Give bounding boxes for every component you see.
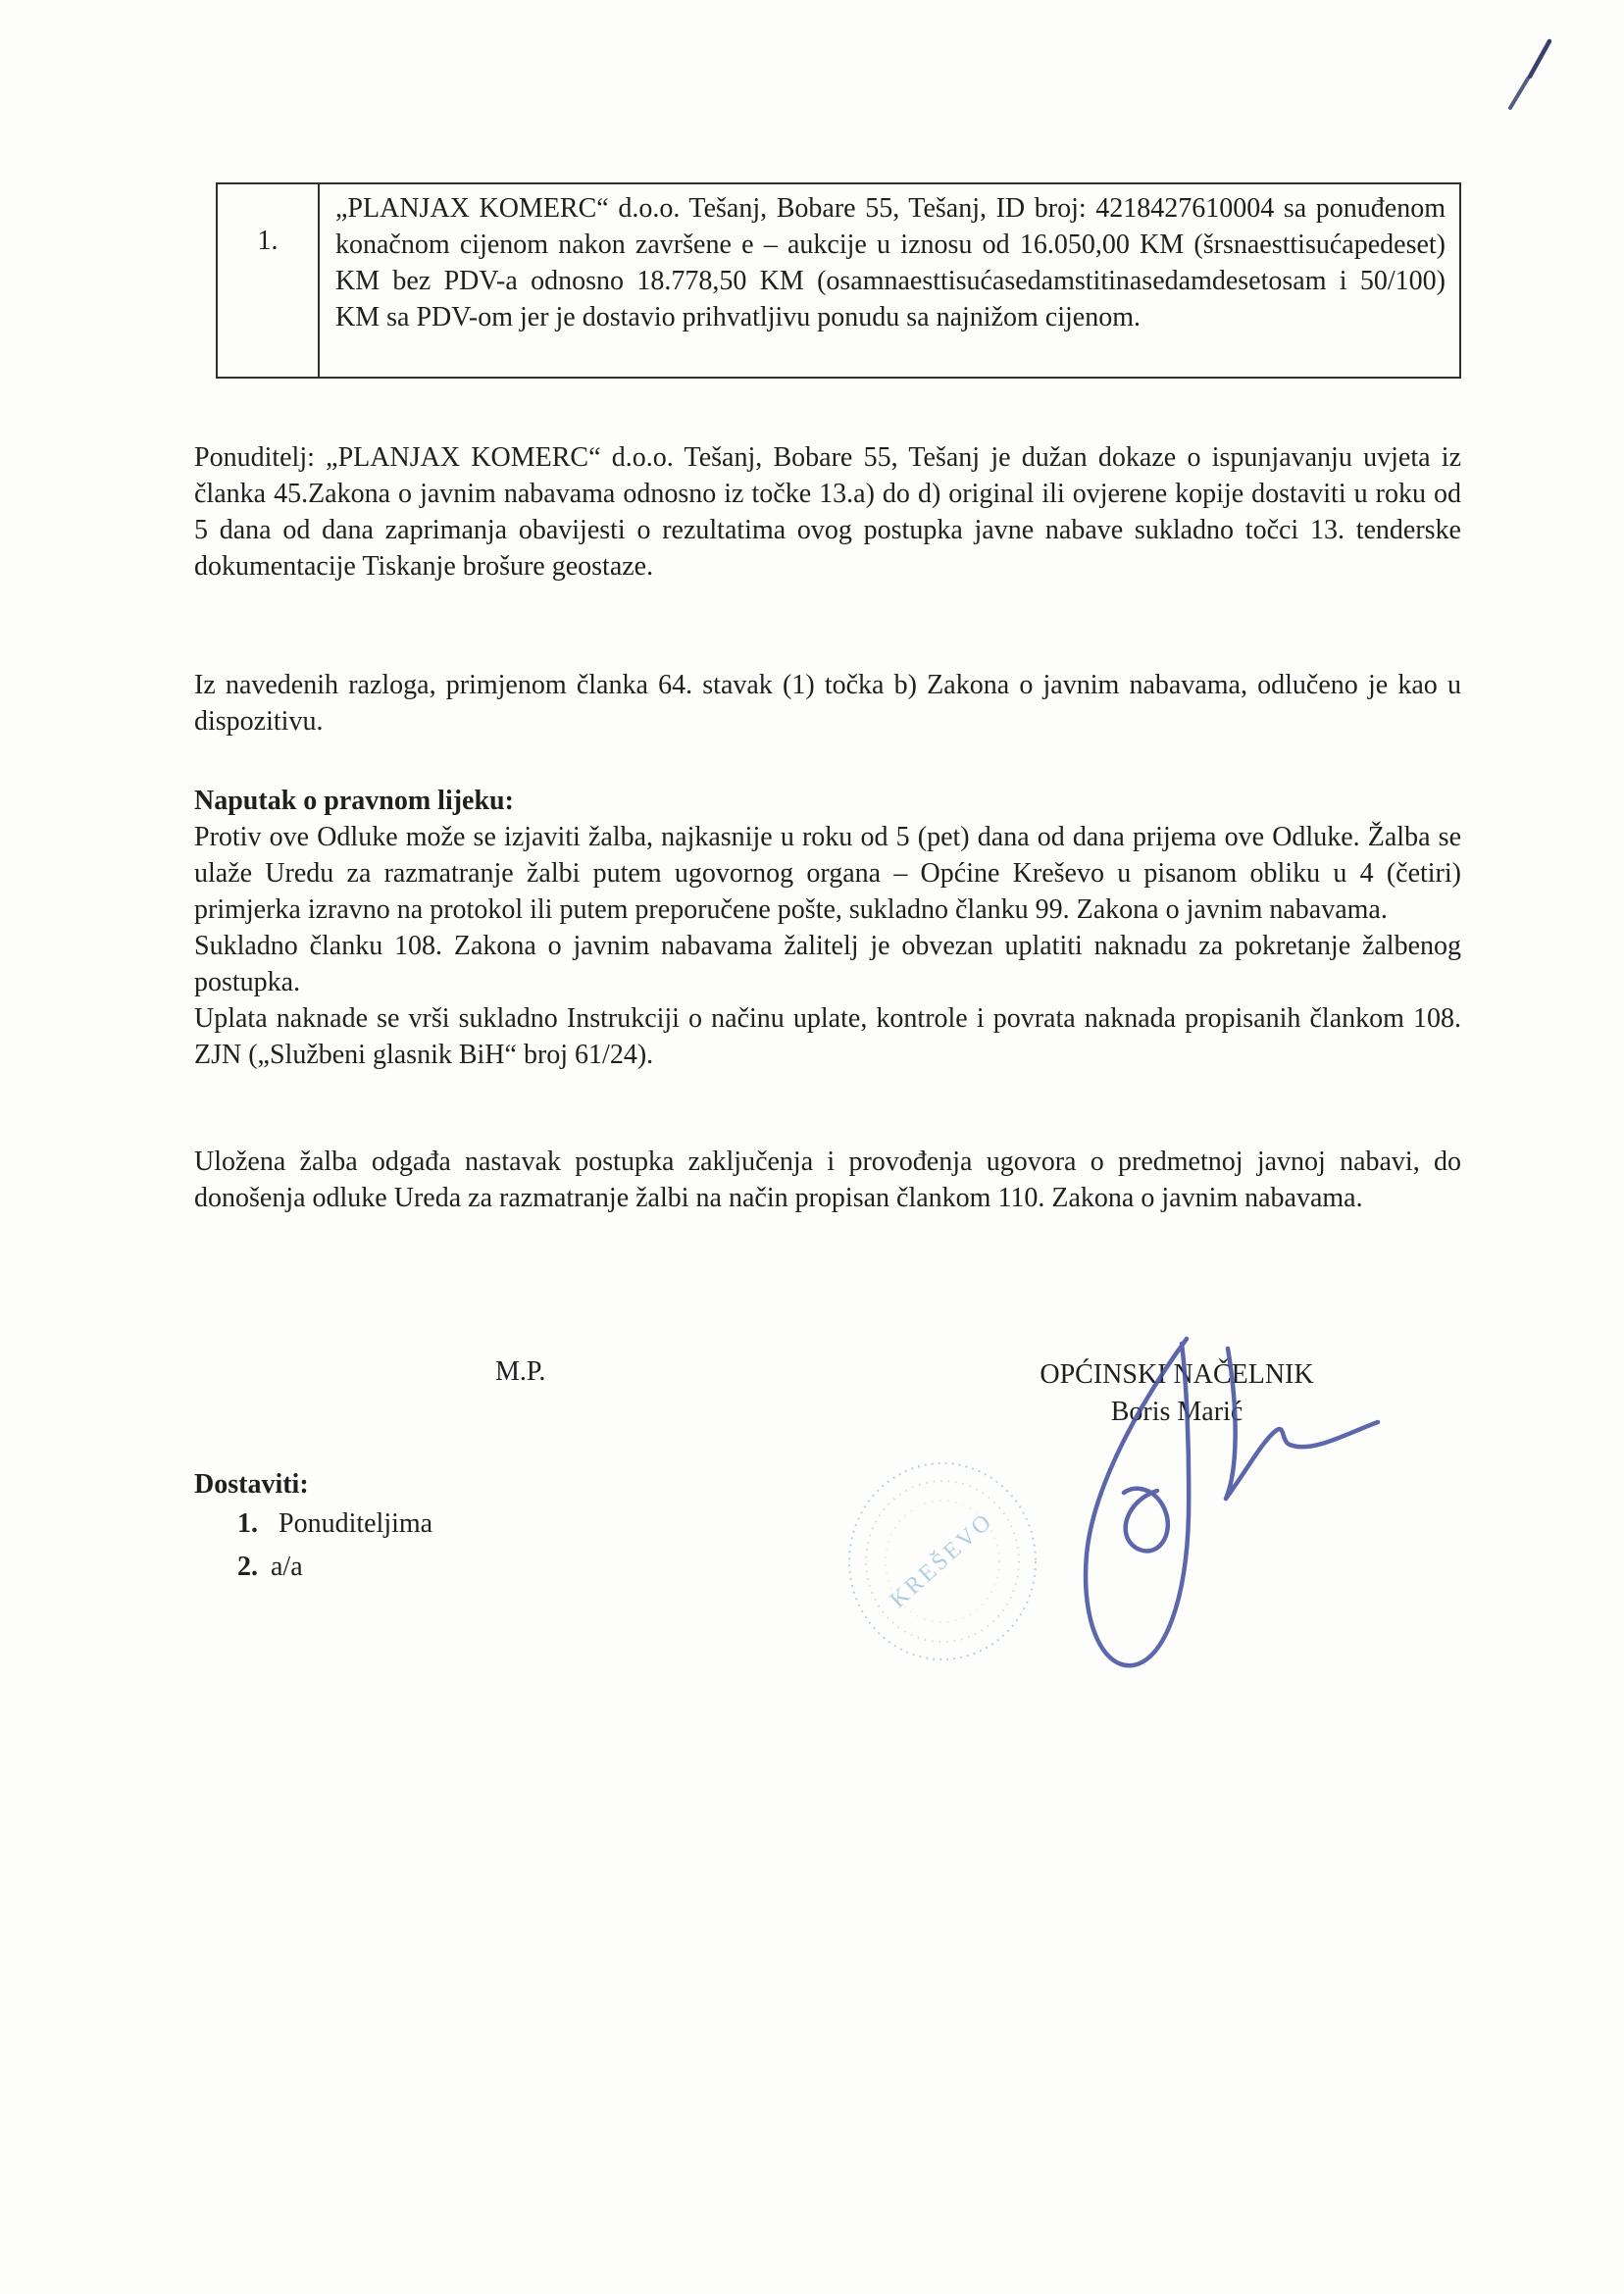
naputak-heading: Naputak o pravnom lijeku: [194,786,514,816]
mp-seal-label: M.P. [495,1356,546,1387]
signer-title: OPĆINSKI NAČELNIK [1040,1359,1314,1390]
dostaviti-heading: Dostaviti: [194,1469,309,1500]
handwritten-signature [1000,1324,1412,1697]
naputak-section [194,783,1461,1073]
dostaviti-item-2-label: a/a [271,1552,303,1582]
row-number: 1. [217,183,319,378]
decision-table [216,182,1461,379]
stamp-center-text: KREŠEVO [885,1507,998,1613]
naputak-paragraph-2: Sukladno članku 108. Zakona o javnim nabavama žalitelj je obvezan uplatiti naknadu za pokretanje žalbenog postupka. [194,931,1461,997]
dostaviti-item-2-number: 2. [237,1552,258,1582]
paragraph-ponuditelj: Ponuditelj: „PLANJAX KOMERC“ d.o.o. Tešanj, Bobare 55, Tešanj je dužan dokaze o ispunjavanju uvjeta iz članka 45.Zakona o javnim nabavama odnosno iz točke 13.a) do d) original ili ovjerene kopije dostaviti u roku od 5 dana od dana zaprimanja obavijesti o rezultatima ovog postupka javne nabave sukladno točci 13. tenderske dokumentacije Tiskanje brošure geostaze. [194,442,1461,582]
paragraph-razlozi: Iz navedenih razloga, primjenom članka 64. stavak (1) točka b) Zakona o javnim nabavama, odlučeno je kao u dispozitivu. [194,670,1461,737]
pen-mark-icon [1489,27,1587,126]
naputak-paragraph-3: Uplata naknade se vrši sukladno Instrukciji o načinu uplate, kontrole i povrata naknada propisanih člankom 108. ZJN („Službeni glasnik BiH“ broj 61/24). [194,1003,1461,1070]
row-text: „PLANJAX KOMERC“ d.o.o. Tešanj, Bobare 55, Tešanj, ID broj: 4218427610004 sa ponuđenom konačnom cijenom nakon završene e – aukcije u iznosu od 16.050,00 KM (šrsnaesttisućapedeset) KM bez PDV-a odnosno 18.778,50 KM (osamnaesttisućasedamstitinasedamdesetosam i 50/100) KM sa PDV-om jer je dostavio prihvatljivu ponudu sa najnižom cijenom. [319,183,1460,378]
dostaviti-item-2 [237,1552,303,1583]
table-row [217,183,1460,378]
paragraph-ulozena: Uložena žalba odgađa nastavak postupka zaključenja i provođenja ugovora o predmetnoj javnoj nabavi, do donošenja odluke Ureda za razmatranje žalbi na način propisan člankom 110. Zakona o javnim nabavama. [194,1147,1461,1213]
naputak-paragraph-1: Protiv ove Odluke može se izjaviti žalba, najkasnije u roku od 5 (pet) dana od dana prijema ove Odluke. Žalba se ulaže Uredu za razmatranje žalbi putem ugovornog organa – Općine Kreševo u pisanom obliku u 4 (četiri) primjerka izravno na protokol ili putem preporučene pošte, sukladno članku 99. Zakona o javnim nabavama. [194,822,1461,925]
signer-name: Boris Marić [1110,1397,1243,1427]
dostaviti-item-1-label: Ponuditeljima [279,1508,433,1539]
dostaviti-item-1 [237,1508,432,1540]
dostaviti-item-1-number: 1. [237,1508,258,1539]
